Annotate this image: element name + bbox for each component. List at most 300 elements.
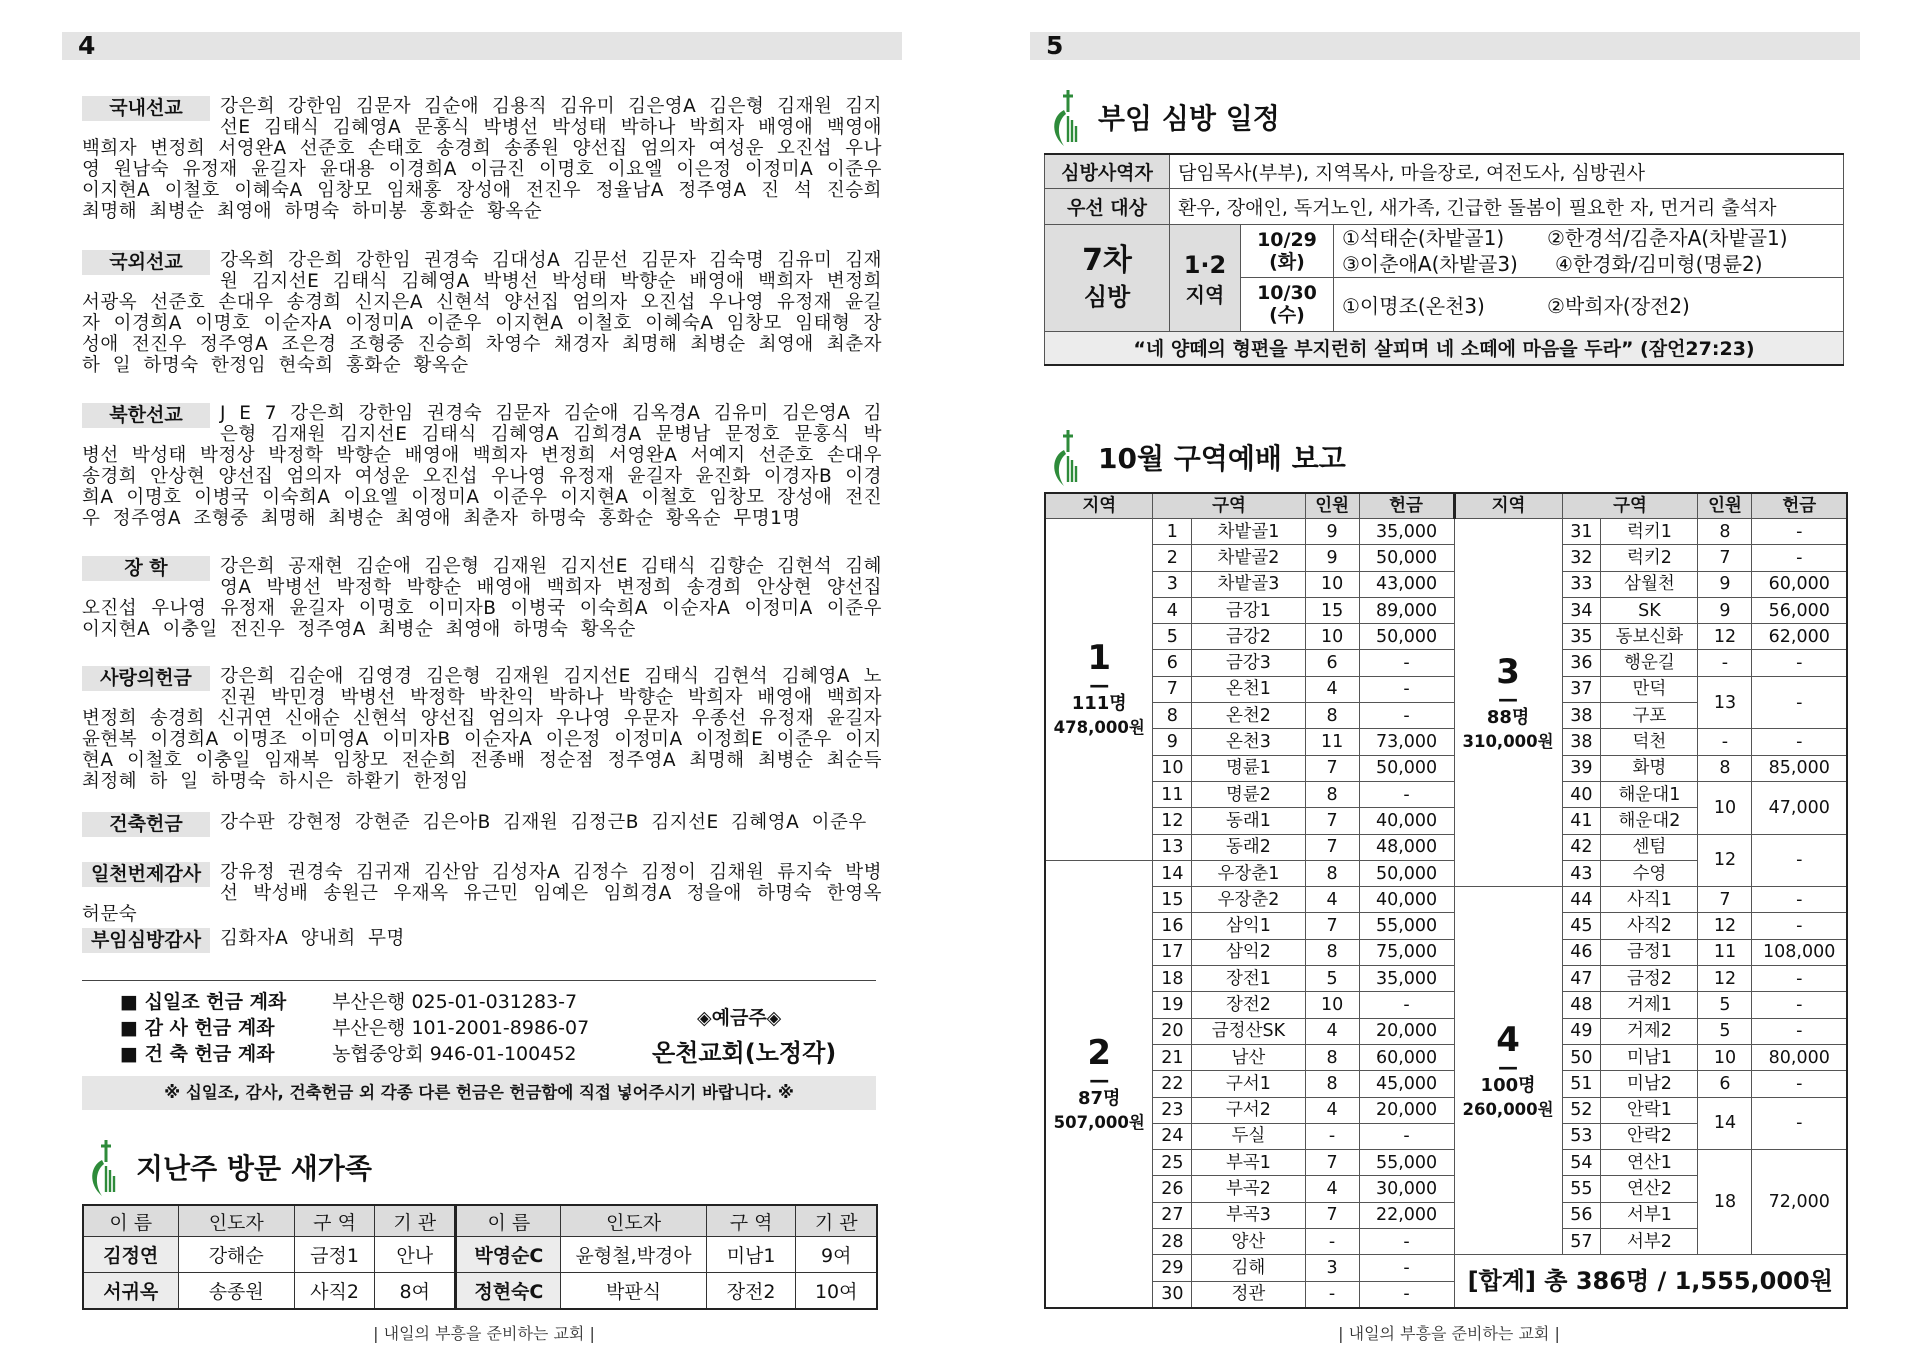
table-cell: 23 bbox=[1153, 1097, 1192, 1123]
donor-names: 강유정 권경숙 김귀재 김산암 김성자A 김정수 김정이 김채원 류지숙 박병선 박성배 송원근 우재옥 유근민 임예은 임희경A 정을애 하명숙 한영옥 허문숙 bbox=[82, 862, 882, 925]
table-cell: 50,000 bbox=[1359, 860, 1454, 886]
column-header: 구역 bbox=[1153, 493, 1305, 519]
table-cell: 안락2 bbox=[1601, 1123, 1698, 1149]
table-cell: 동래2 bbox=[1192, 834, 1305, 860]
table-cell: 11 bbox=[1153, 781, 1192, 807]
table-cell: 9 bbox=[1698, 597, 1752, 623]
visit-list bbox=[1334, 224, 1844, 277]
table-cell: - bbox=[1359, 781, 1454, 807]
table-cell: 12 bbox=[1153, 808, 1192, 834]
table-cell: 85,000 bbox=[1752, 755, 1847, 781]
donation-section bbox=[82, 812, 882, 838]
donation-category-label: 북한선교 bbox=[82, 403, 210, 428]
account-bank: 부산은행 025-01-031283-7 bbox=[332, 991, 578, 1013]
table-cell: 금정산SK bbox=[1192, 1018, 1305, 1044]
table-cell: 구서1 bbox=[1192, 1071, 1305, 1097]
table-cell: 55,000 bbox=[1359, 1150, 1454, 1176]
visitors-title: 지난주 방문 새가족 bbox=[136, 1152, 372, 1185]
table-cell: 행운길 bbox=[1601, 650, 1698, 676]
table-cell: - bbox=[1305, 1281, 1359, 1308]
table-cell: 차밭골2 bbox=[1192, 545, 1305, 571]
table-cell: 9 bbox=[1305, 519, 1359, 545]
church-cross-logo-icon bbox=[1050, 86, 1082, 148]
round-number: 7차 bbox=[1082, 242, 1132, 278]
table-row bbox=[1045, 755, 1847, 781]
table-cell: 35,000 bbox=[1359, 519, 1454, 545]
table-row bbox=[1045, 939, 1847, 965]
table-cell: SK bbox=[1601, 597, 1698, 623]
table-cell: 55 bbox=[1562, 1176, 1601, 1202]
table-cell: - bbox=[1359, 1229, 1454, 1255]
table-cell: 10 bbox=[1305, 992, 1359, 1018]
table-cell: 정현숙C bbox=[456, 1273, 561, 1310]
table-cell: 부곡1 bbox=[1192, 1150, 1305, 1176]
table-cell: 사직2 bbox=[1601, 913, 1698, 939]
table-row bbox=[1045, 1018, 1847, 1044]
account-bank: 부산은행 101-2001-8986-07 bbox=[332, 1017, 590, 1039]
column-header: 구역 bbox=[1562, 493, 1698, 519]
table-cell: 28 bbox=[1153, 1229, 1192, 1255]
table-cell: 20,000 bbox=[1359, 1097, 1454, 1123]
visit-date: 10/29 bbox=[1257, 228, 1317, 251]
column-header: 구 역 bbox=[294, 1205, 374, 1237]
table-cell: 25 bbox=[1153, 1150, 1192, 1176]
table-cell: 17 bbox=[1153, 939, 1192, 965]
table-cell: 18 bbox=[1153, 966, 1192, 992]
table-cell: 김정연 bbox=[83, 1237, 178, 1273]
table-cell: 34 bbox=[1562, 597, 1601, 623]
table-cell: 박판식 bbox=[561, 1273, 706, 1310]
table-cell: 3 bbox=[1305, 1255, 1359, 1281]
region-label: 지역 bbox=[1185, 282, 1225, 307]
visit-item: ②박희자(장전2) bbox=[1547, 293, 1690, 318]
table-row bbox=[1045, 519, 1847, 545]
table-cell: 72,000 bbox=[1752, 1150, 1847, 1255]
table-cell: 금강1 bbox=[1192, 597, 1305, 623]
table-row bbox=[1045, 913, 1847, 939]
table-cell: 온천1 bbox=[1192, 676, 1305, 702]
table-cell: - bbox=[1752, 729, 1847, 755]
table-cell: 양산 bbox=[1192, 1229, 1305, 1255]
table-cell: - bbox=[1752, 913, 1847, 939]
church-cross-logo-icon bbox=[1050, 426, 1082, 488]
table-cell: - bbox=[1359, 650, 1454, 676]
donation-section bbox=[82, 96, 882, 222]
table-cell: 해운대2 bbox=[1601, 808, 1698, 834]
table-cell: 차밭골3 bbox=[1192, 571, 1305, 597]
table-cell: 해운대1 bbox=[1601, 781, 1698, 807]
table-cell: 30,000 bbox=[1359, 1176, 1454, 1202]
table-cell: 12 bbox=[1698, 966, 1752, 992]
table-cell: 연산1 bbox=[1601, 1150, 1698, 1176]
table-cell: 73,000 bbox=[1359, 729, 1454, 755]
account-label: ■ 건 축 헌금 계좌 bbox=[120, 1043, 275, 1065]
table-cell: 29 bbox=[1153, 1255, 1192, 1281]
table-cell: 센텀 bbox=[1601, 834, 1698, 860]
table-cell: 8 bbox=[1305, 781, 1359, 807]
table-cell: 48,000 bbox=[1359, 834, 1454, 860]
visit-date-cell bbox=[1241, 224, 1334, 277]
table-cell: 22,000 bbox=[1359, 1202, 1454, 1228]
table-cell: 8 bbox=[1305, 860, 1359, 886]
table-cell: 두실 bbox=[1192, 1123, 1305, 1149]
donation-section bbox=[82, 862, 882, 925]
table-row bbox=[1045, 729, 1847, 755]
region-num: 1 bbox=[1087, 638, 1112, 679]
table-cell: - bbox=[1305, 1123, 1359, 1149]
table-cell: 7 bbox=[1305, 834, 1359, 860]
table-cell: 47 bbox=[1562, 966, 1601, 992]
table-cell: 7 bbox=[1305, 913, 1359, 939]
table-cell: 동래1 bbox=[1192, 808, 1305, 834]
table-cell: 18 bbox=[1698, 1150, 1752, 1255]
table-cell: 10여 bbox=[796, 1273, 877, 1310]
donation-category-label: 사랑의헌금 bbox=[82, 666, 210, 691]
table-cell: - bbox=[1698, 729, 1752, 755]
column-header: 인도자 bbox=[561, 1205, 706, 1237]
table-cell: 40,000 bbox=[1359, 887, 1454, 913]
donation-section bbox=[82, 928, 882, 954]
table-cell: 5 bbox=[1698, 992, 1752, 1018]
table-cell: 명륜1 bbox=[1192, 755, 1305, 781]
page-footer: | 내일의 부흥을 준비하는 교회 | bbox=[1338, 1324, 1560, 1343]
table-cell: 미남2 bbox=[1601, 1071, 1698, 1097]
page-footer: | 내일의 부흥을 준비하는 교회 | bbox=[373, 1324, 595, 1343]
table-row bbox=[1045, 650, 1847, 676]
table-cell: 51 bbox=[1562, 1071, 1601, 1097]
table-cell: 금정1 bbox=[1601, 939, 1698, 965]
table-cell: 9 bbox=[1153, 729, 1192, 755]
donation-category-label: 국내선교 bbox=[82, 96, 210, 121]
table-cell: 19 bbox=[1153, 992, 1192, 1018]
column-header: 이 름 bbox=[83, 1205, 178, 1237]
table-cell: - bbox=[1752, 545, 1847, 571]
region-dash: — bbox=[1498, 1054, 1519, 1079]
round-label: 심방 bbox=[1083, 282, 1131, 311]
table-cell: 우장춘2 bbox=[1192, 887, 1305, 913]
table-cell: 12 bbox=[1698, 624, 1752, 650]
table-cell: 3 bbox=[1153, 571, 1192, 597]
table-row bbox=[1045, 834, 1847, 860]
table-cell: 44 bbox=[1562, 887, 1601, 913]
table-cell: - bbox=[1698, 650, 1752, 676]
page-header-bar bbox=[1030, 32, 1860, 60]
table-cell: - bbox=[1752, 887, 1847, 913]
region-amount: 310,000원 bbox=[1462, 731, 1554, 751]
visit-item: ②한경석/김춘자A(차밭골1) bbox=[1547, 225, 1788, 250]
table-cell: 8 bbox=[1305, 1044, 1359, 1070]
table-cell: 108,000 bbox=[1752, 939, 1847, 965]
table-cell: 12 bbox=[1698, 913, 1752, 939]
table-cell: 7 bbox=[1153, 676, 1192, 702]
table-cell: 40 bbox=[1562, 781, 1601, 807]
table-row bbox=[1045, 992, 1847, 1018]
donor-names: 강은희 강한임 김문자 김순애 김용직 김유미 김은영A 김은형 김재원 김지선E 김태식 김혜영A 문홍식 박병선 박성태 박하나 박희자 배영애 백영애 백희자 변정희 서영완A 선준호 손태호 송경희 송종원 양선집 엄의자 여성운 오진섭 우나영 원남숙 유정재 윤길자 윤대용 이경희A 이금진 이명호 이요엘 이은정 이정미A 이준우 이지현A 이철호 이혜숙A 임창모 임채홍 장성애 전진우 정율남A 정주영A 진 석 진승희 최명해 최병순 최영애 하명숙 하미봉 홍화순 황옥순 bbox=[82, 96, 882, 222]
table-cell: 47,000 bbox=[1752, 781, 1847, 834]
table-cell: 13 bbox=[1153, 834, 1192, 860]
donation-category-label: 국외선교 bbox=[82, 250, 210, 275]
column-header: 인도자 bbox=[178, 1205, 294, 1237]
table-cell: 8 bbox=[1698, 755, 1752, 781]
table-cell: 35 bbox=[1562, 624, 1601, 650]
table-cell: 22 bbox=[1153, 1071, 1192, 1097]
account-info bbox=[82, 980, 876, 1067]
church-cross-logo-icon bbox=[88, 1136, 120, 1198]
table-row bbox=[1045, 624, 1847, 650]
donor-names: 김화자A 양내희 무명 bbox=[220, 928, 405, 949]
table-row bbox=[1045, 966, 1847, 992]
visit-item: ③이춘애A(차밭골3) bbox=[1342, 251, 1518, 276]
donation-section bbox=[82, 666, 882, 792]
table-cell: 48 bbox=[1562, 992, 1601, 1018]
table-cell: 27 bbox=[1153, 1202, 1192, 1228]
donation-section bbox=[82, 403, 882, 529]
visitors-heading bbox=[88, 1136, 372, 1198]
table-cell: 구포 bbox=[1601, 703, 1698, 729]
table-cell: 8여 bbox=[375, 1273, 456, 1310]
table-cell: 부곡3 bbox=[1192, 1202, 1305, 1228]
region-amount: 478,000원 bbox=[1053, 718, 1145, 738]
visit-item: ①석태순(차밭골1) bbox=[1342, 225, 1505, 250]
table-cell: 11 bbox=[1305, 729, 1359, 755]
table-cell: 7 bbox=[1305, 755, 1359, 781]
table-cell: 33 bbox=[1562, 571, 1601, 597]
table-cell: 온천2 bbox=[1192, 703, 1305, 729]
table-cell: 구서2 bbox=[1192, 1097, 1305, 1123]
table-cell: 금정1 bbox=[294, 1237, 374, 1273]
table-cell: 강해순 bbox=[178, 1237, 294, 1273]
table-cell: 2 bbox=[1153, 545, 1192, 571]
table-row bbox=[1045, 1097, 1847, 1123]
table-cell: 8 bbox=[1305, 703, 1359, 729]
visit-dow: (화) bbox=[1269, 250, 1305, 273]
schedule-heading bbox=[1050, 86, 1280, 148]
account-label: ■ 십일조 헌금 계좌 bbox=[120, 991, 287, 1013]
page-number: 5 bbox=[1046, 31, 1064, 60]
schedule-label: 우선 대상 bbox=[1045, 188, 1170, 224]
visit-date-cell bbox=[1241, 277, 1334, 331]
table-cell: 38 bbox=[1562, 703, 1601, 729]
table-cell: 서부2 bbox=[1601, 1229, 1698, 1255]
column-header: 구 역 bbox=[706, 1205, 796, 1237]
table-row bbox=[1045, 781, 1847, 807]
visit-date: 10/30 bbox=[1257, 282, 1317, 304]
right-page bbox=[960, 0, 1920, 1360]
region-cell bbox=[1170, 224, 1241, 331]
table-cell: 화명 bbox=[1601, 755, 1698, 781]
visitors-table bbox=[82, 1204, 878, 1310]
column-header: 인원 bbox=[1698, 493, 1752, 519]
table-cell: 장전2 bbox=[706, 1273, 796, 1310]
table-cell: 7 bbox=[1305, 1202, 1359, 1228]
table-cell: 30 bbox=[1153, 1281, 1192, 1308]
region-dash: — bbox=[1089, 673, 1110, 698]
table-cell: 미남1 bbox=[1601, 1044, 1698, 1070]
table-cell: 6 bbox=[1698, 1071, 1752, 1097]
table-cell: 6 bbox=[1153, 650, 1192, 676]
visit-item: ④한경화/김미형(명륜2) bbox=[1555, 251, 1763, 276]
account-holder: 온천교회(노정각) bbox=[652, 1039, 837, 1067]
region-summary bbox=[1045, 860, 1153, 1308]
table-cell: 16 bbox=[1153, 913, 1192, 939]
offering-notice: ※ 십일조, 감사, 건축헌금 외 각종 다른 헌금은 헌금함에 직접 넣어주시기 바랍니다. ※ bbox=[82, 1076, 876, 1110]
table-cell: 9 bbox=[1305, 545, 1359, 571]
table-cell: 7 bbox=[1698, 887, 1752, 913]
table-cell: - bbox=[1752, 1097, 1847, 1150]
table-cell: 13 bbox=[1698, 676, 1752, 729]
region-amount: 507,000원 bbox=[1053, 1112, 1145, 1132]
table-cell: 50 bbox=[1562, 1044, 1601, 1070]
column-header: 헌금 bbox=[1359, 493, 1454, 519]
table-cell: 4 bbox=[1305, 887, 1359, 913]
region-number: 1·2 bbox=[1183, 250, 1227, 279]
donor-names: J E 7 강은희 강한임 권경숙 김문자 김순애 김옥경A 김유미 김은영A 김은형 김재원 김지선E 김태식 김혜영A 김희경A 문병남 문정호 문홍식 박병선 박성태 박정상 박정학 박향순 배영애 백희자 변정희 서영완A 서예지 선준호 손대우 송경희 안상현 양선집 엄의자 여성운 오진섭 우나영 유정재 윤길자 윤진화 이경자B 이경희A 이명호 이병국 이숙희A 이요엘 이정미A 이준우 이지현A 이철호 임창모 장성애 전진우 정주영A 조형중 최명해 최병순 최영애 최춘자 하명숙 홍화순 황옥순 무명1명 bbox=[82, 403, 882, 529]
table-cell: - bbox=[1752, 834, 1847, 887]
table-cell: 57 bbox=[1562, 1229, 1601, 1255]
table-cell: 4 bbox=[1305, 1097, 1359, 1123]
region-amount: 260,000원 bbox=[1462, 1099, 1554, 1119]
page-header-bar bbox=[62, 32, 902, 60]
table-cell: 50,000 bbox=[1359, 624, 1454, 650]
donor-names: 강수판 강현정 강현준 김은아B 김재원 김정근B 김지선E 김혜영A 이준우 bbox=[220, 812, 867, 833]
donor-names: 강옥희 강은희 강한임 권경숙 김대성A 김문선 김문자 김숙명 김유미 김재원 김지선E 김태식 김혜영A 박병선 박성태 박향순 배영애 백희자 변정희 서광옥 선준호 손대우 송경희 신지은A 신현석 양선집 엄의자 오진섭 우나영 유정재 윤길자 이경희A 이명호 이순자A 이정미A 이준우 이지현A 이철호 이혜숙A 임창모 임태형 장성애 전진우 정주영A 조은경 조형중 진승희 차영수 채경자 최명해 최병순 최영애 최춘자 하 일 하명숙 한정임 현숙희 홍화순 황옥순 bbox=[82, 250, 882, 376]
report-title: 10월 구역예배 보고 bbox=[1098, 442, 1346, 475]
table-cell: 5 bbox=[1305, 966, 1359, 992]
table-cell: 35,000 bbox=[1359, 966, 1454, 992]
donation-section bbox=[82, 556, 882, 640]
table-cell: 7 bbox=[1698, 545, 1752, 571]
table-cell: - bbox=[1359, 676, 1454, 702]
table-cell: 15 bbox=[1305, 597, 1359, 623]
column-header: 지역 bbox=[1454, 493, 1562, 519]
account-label: ■ 감 사 헌금 계좌 bbox=[120, 1017, 275, 1039]
table-cell: 장전2 bbox=[1192, 992, 1305, 1018]
table-cell: 9여 bbox=[796, 1237, 877, 1273]
table-cell: 윤형철,박경아 bbox=[561, 1237, 706, 1273]
table-cell: 8 bbox=[1305, 939, 1359, 965]
page-number: 4 bbox=[78, 31, 96, 60]
region-num: 3 bbox=[1496, 651, 1520, 692]
table-cell: 56,000 bbox=[1752, 597, 1847, 623]
table-cell: 45,000 bbox=[1359, 1071, 1454, 1097]
table-cell: 8 bbox=[1305, 1071, 1359, 1097]
schedule-value: 환우, 장애인, 독거노인, 새가족, 긴급한 돌봄이 필요한 자, 먼거리 출석자 bbox=[1170, 188, 1844, 224]
table-cell: 삼익1 bbox=[1192, 913, 1305, 939]
table-row bbox=[1045, 1255, 1847, 1281]
table-cell: 연산2 bbox=[1601, 1176, 1698, 1202]
table-cell: - bbox=[1752, 1018, 1847, 1044]
table-cell: 4 bbox=[1305, 1018, 1359, 1044]
table-cell: 사직1 bbox=[1601, 887, 1698, 913]
column-header: 인원 bbox=[1305, 493, 1359, 519]
table-cell: 37 bbox=[1562, 676, 1601, 702]
region-num: 2 bbox=[1087, 1032, 1112, 1073]
table-cell: 10 bbox=[1698, 781, 1752, 834]
table-cell: 10 bbox=[1305, 624, 1359, 650]
column-header: 기 관 bbox=[796, 1205, 877, 1237]
table-cell: 14 bbox=[1698, 1097, 1752, 1150]
table-cell: 안락1 bbox=[1601, 1097, 1698, 1123]
table-cell: - bbox=[1752, 966, 1847, 992]
table-cell: - bbox=[1359, 1255, 1454, 1281]
table-cell: 부곡2 bbox=[1192, 1176, 1305, 1202]
table-cell: 40,000 bbox=[1359, 808, 1454, 834]
visit-item: ①이명조(온천3) bbox=[1342, 293, 1485, 318]
donation-category-label: 장 학 bbox=[82, 556, 210, 581]
table-cell: 1 bbox=[1153, 519, 1192, 545]
table-cell: 우장춘1 bbox=[1192, 860, 1305, 886]
table-cell: 사직2 bbox=[294, 1273, 374, 1310]
table-cell: 43 bbox=[1562, 860, 1601, 886]
table-cell: 60,000 bbox=[1752, 571, 1847, 597]
table-cell: - bbox=[1359, 992, 1454, 1018]
table-row bbox=[1045, 1044, 1847, 1070]
table-cell: 5 bbox=[1698, 1018, 1752, 1044]
table-cell: 럭키1 bbox=[1601, 519, 1698, 545]
table-cell: 80,000 bbox=[1752, 1044, 1847, 1070]
table-cell: 온천3 bbox=[1192, 729, 1305, 755]
table-cell: 15 bbox=[1153, 887, 1192, 913]
table-cell: 김해 bbox=[1192, 1255, 1305, 1281]
table-cell: 남산 bbox=[1192, 1044, 1305, 1070]
table-cell: 54 bbox=[1562, 1150, 1601, 1176]
table-cell: - bbox=[1359, 1281, 1454, 1308]
table-cell: 11 bbox=[1698, 939, 1752, 965]
table-cell: - bbox=[1752, 1071, 1847, 1097]
table-cell: 명륜2 bbox=[1192, 781, 1305, 807]
table-row bbox=[1045, 887, 1847, 913]
table-cell: 박영순C bbox=[456, 1237, 561, 1273]
region-people: 100명 bbox=[1480, 1074, 1536, 1096]
donor-names: 강은희 김순애 김영경 김은형 김재원 김지선E 김태식 김현석 김혜영A 노진권 박민경 박병선 박정학 박찬익 박하나 박향순 박희자 배영애 백희자 변정희 송경희 신귀연 신애순 신현석 양선집 엄의자 우나영 우문자 우종선 유정재 윤길자 윤현복 이경희A 이명조 이미영A 이미자B 이순자A 이은정 이정미A 이정희E 이준우 이지현A 이철호 이충일 임재복 임창모 전순희 전종배 정순점 정주영A 최명해 최병순 최순득 최정혜 하 일 하명숙 하시은 하환기 한정임 bbox=[82, 666, 882, 792]
visit-dow: (수) bbox=[1269, 304, 1305, 326]
table-cell: 89,000 bbox=[1359, 597, 1454, 623]
column-header: 기 관 bbox=[375, 1205, 456, 1237]
visit-list bbox=[1334, 277, 1844, 331]
table-cell: 럭키2 bbox=[1601, 545, 1698, 571]
table-cell: 6 bbox=[1305, 650, 1359, 676]
table-row bbox=[1045, 676, 1847, 702]
donation-section bbox=[82, 250, 882, 376]
table-cell: 26 bbox=[1153, 1176, 1192, 1202]
table-header-row bbox=[1045, 493, 1847, 519]
table-cell: 49 bbox=[1562, 1018, 1601, 1044]
table-cell: 거제1 bbox=[1601, 992, 1698, 1018]
table-cell: 동보신화 bbox=[1601, 624, 1698, 650]
column-header: 지역 bbox=[1045, 493, 1153, 519]
donor-names: 강은희 공재현 김순애 김은형 김재원 김지선E 김태식 김향순 김현석 김혜영A 박병선 박정학 박향순 배영애 백희자 변정희 송경희 안상현 양선집 오진섭 우나영 유정재 윤길자 이명호 이미자B 이병국 이숙희A 이순자A 이정미A 이준우 이지현A 이충일 전진우 정주영A 최병순 최영애 하명숙 황옥순 bbox=[82, 556, 882, 640]
table-cell: 서귀옥 bbox=[83, 1273, 178, 1310]
region-summary bbox=[1454, 887, 1562, 1255]
donation-category-label: 건축헌금 bbox=[82, 812, 210, 837]
table-cell: 10 bbox=[1305, 571, 1359, 597]
column-header: 이 름 bbox=[456, 1205, 561, 1237]
table-cell: 덕천 bbox=[1601, 729, 1698, 755]
table-cell: 50,000 bbox=[1359, 755, 1454, 781]
table-cell: 금강2 bbox=[1192, 624, 1305, 650]
region-people: 88명 bbox=[1486, 706, 1530, 728]
table-cell: 거제2 bbox=[1601, 1018, 1698, 1044]
table-row bbox=[1045, 1150, 1847, 1176]
table-cell: 송종원 bbox=[178, 1273, 294, 1310]
region-dash: — bbox=[1089, 1067, 1110, 1092]
table-row bbox=[1045, 1071, 1847, 1097]
table-cell: 8 bbox=[1153, 703, 1192, 729]
table-cell: 삼익2 bbox=[1192, 939, 1305, 965]
round-cell bbox=[1045, 224, 1170, 331]
table-cell: 10 bbox=[1153, 755, 1192, 781]
region-summary bbox=[1454, 519, 1562, 887]
